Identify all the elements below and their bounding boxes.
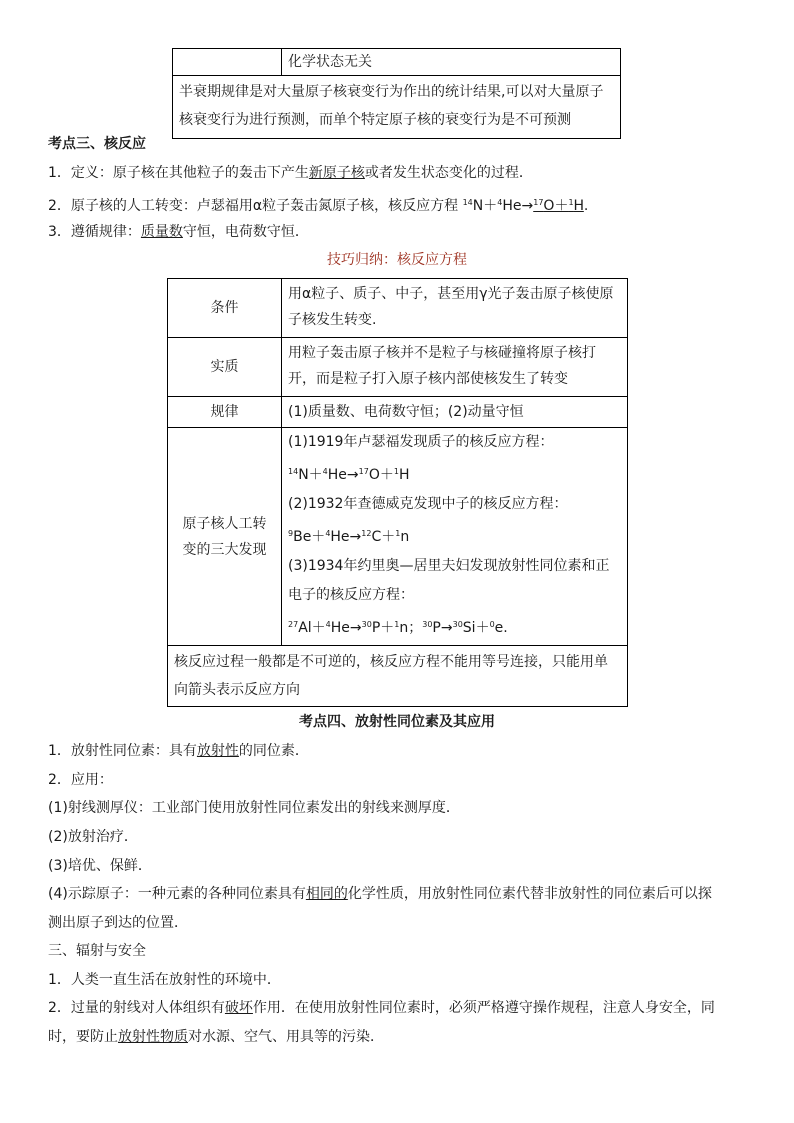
- section4-line3: (1)射线测厚仪：工业部门使用放射性同位素发出的射线来测厚度．: [48, 800, 460, 816]
- item2-eq-u: O＋: [543, 198, 569, 214]
- s5-l2-prefix: 2．过量的射线对人体组织有: [48, 1000, 225, 1016]
- row-label-condition: 条件: [168, 279, 282, 338]
- s5-l2-suffix: 作用．在使用放射性同位素时，必须严格遵守操作规程，注意人身安全，同: [252, 1000, 715, 1016]
- s4-l6-underline: 相同的: [305, 886, 348, 902]
- section4-line7: 测出原子到达的位置．: [48, 915, 188, 931]
- section3-item2: 2．原子核的人工转变：卢瑟福用α粒子轰击氮原子核，核反应方程 $^{14}$N＋$^4$He→$^{17}$O＋$^1$H.: [48, 198, 589, 214]
- section4-line5: (3)培优、保鲜．: [48, 858, 152, 874]
- item3-prefix: 3．遵循规律：: [48, 224, 141, 240]
- row-text-essence: 用粒子轰击原子核并不是粒子与核碰撞将原子核打开，而是粒子打入原子核内部使核发生了转变: [282, 338, 628, 397]
- row-label-essence: 实质: [168, 338, 282, 397]
- row-text-law: (1)质量数、电荷数守恒；(2)动量守恒: [282, 397, 628, 428]
- discovery-label: 原子核人工转变的三大发现: [168, 428, 282, 646]
- section5-title: 三、辐射与安全: [48, 943, 146, 959]
- item1-prefix: 1．定义：原子核在其他粒子的轰击下产生: [48, 165, 309, 181]
- s4-l6-suffix: 化学性质，用放射性同位素代替非放射性的同位素后可以探: [347, 886, 712, 902]
- section4-title: 考点四、放射性同位素及其应用: [299, 714, 495, 730]
- nuclear-reaction-table: [167, 278, 628, 707]
- section5-line3: [48, 1027, 384, 1047]
- s4-l6-prefix: (4)示踪原子：一种元素的各种同位素具有: [48, 886, 306, 902]
- section4-line6: [48, 884, 712, 904]
- half-life-table: [172, 48, 621, 139]
- s4-l1-prefix: 1．放射性同位素：具有: [48, 743, 197, 759]
- section3-item1: [48, 163, 533, 183]
- s4-l1-underline: 放射性: [196, 743, 239, 759]
- discovery-1-eq: $^{14}$N＋$^4$He→$^{17}$O＋$^1$H: [288, 467, 410, 483]
- discovery-3-eq: $^{27}$Al＋$^4$He→$^{30}$P＋$^1$n；$^{30}$P→$^{30}$Si＋$^0$e.: [288, 620, 508, 636]
- s5-l3-prefix: 时，要防止: [48, 1029, 118, 1045]
- row-text-condition: 用α粒子、质子、中子，甚至用γ光子轰击原子核使原子核发生转变.: [282, 279, 628, 338]
- section4-line1: [48, 741, 309, 761]
- half-life-statement: 半衰期规律是对大量原子核衰变行为作出的统计结果,可以对大量原子核衰变行为进行预测，而单个特定原子核的衰变行为是不可预测: [173, 76, 621, 139]
- item2-eq-b: He→: [502, 198, 534, 214]
- item3-suffix: 守恒，电荷数守恒．: [182, 224, 309, 240]
- section5-line2: [48, 998, 715, 1018]
- item2-prefix: 2．原子核的人工转变：卢瑟福用α粒子轰击氮原子核，核反应方程: [48, 198, 463, 214]
- s5-l2-underline: 破坏: [224, 1000, 253, 1016]
- discovery-2: (2)1932年查德威克发现中子的核反应方程：: [288, 496, 568, 512]
- item2-eq-c: H: [573, 198, 584, 214]
- s5-l3-suffix: 对水源、空气、用具等的污染．: [188, 1029, 384, 1045]
- discovery-1: (1)1919年卢瑟福发现质子的核反应方程：: [288, 434, 554, 450]
- discovery-content: [282, 428, 628, 646]
- table-footer: 核反应过程一般都是不可逆的，核反应方程不能用等号连接，只能用单向箭头表示反应方向: [168, 646, 628, 707]
- item2-eq-end: .: [583, 198, 589, 214]
- discovery-2-eq: $^9$Be＋$^4$He→$^{12}$C＋$^1$n: [288, 529, 410, 545]
- row-label-law: 规律: [168, 397, 282, 428]
- item1-suffix: 或者发生状态变化的过程．: [364, 165, 533, 181]
- s5-l3-underline: 放射性物质: [118, 1029, 188, 1045]
- s4-l1-suffix: 的同位素．: [238, 743, 309, 759]
- section3-title: 考点三、核反应: [48, 136, 146, 152]
- section4-line2: 2．应用：: [48, 772, 113, 788]
- item1-underline: 新原子核: [308, 165, 365, 181]
- skill-title: 技巧归纳：核反应方程: [327, 252, 467, 268]
- section4-line4: (2)放射治疗．: [48, 829, 138, 845]
- section3-item3: [48, 222, 309, 242]
- item3-underline: 质量数: [140, 224, 183, 240]
- item2-eq-a: N＋: [472, 198, 498, 214]
- discovery-3: (3)1934年约里奥—居里夫妇发现放射性同位素和正电子的核反应方程：: [288, 558, 610, 603]
- section5-line1: 1．人类一直生活在放射性的环境中．: [48, 972, 281, 988]
- top-table-right-cell: 化学状态无关: [282, 49, 621, 76]
- top-table-left-cell: [173, 49, 282, 76]
